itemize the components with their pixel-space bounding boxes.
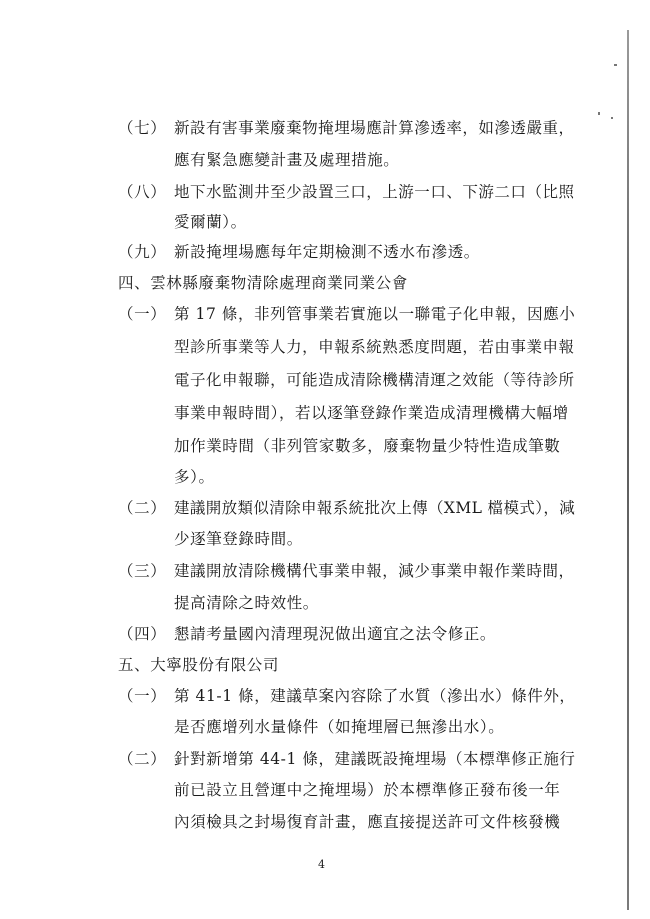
scan-speck (598, 112, 600, 115)
item-text-line: 多）。 (174, 468, 215, 486)
item-number: （八） (118, 183, 167, 201)
item-text-line: 是否應增列水量條件（如掩埋層已無滲出水）。 (174, 718, 505, 736)
item-text-line: 前已設立且營運中之掩埋場）於本標準修正發布後一年 (174, 781, 561, 799)
item-number: （一） (118, 305, 167, 323)
section-heading: 四、雲林縣廢棄物清除處理商業同業公會 (118, 274, 408, 292)
section-heading: 五、大寧股份有限公司 (118, 656, 280, 674)
item-text-line: 新設有害事業廢棄物掩埋場應計算滲透率，如滲透嚴重， (174, 119, 575, 137)
item-text-line: 型診所事業等人力，申報系統熟悉度問題，若由事業申報 (174, 338, 575, 356)
item-text-line: 事業申報時間），若以逐筆登錄作業造成清理機構大幅增 (174, 404, 569, 422)
item-text-line: 提高清除之時效性。 (174, 594, 319, 612)
item-text-line: 第 17 條，非列管事業若實施以一聯電子化申報，因應小 (174, 305, 576, 323)
item-text-line: 內須檢具之封場復育計畫，應直接提送許可文件核發機 (174, 813, 561, 831)
item-text-line: 少逐筆登錄時間。 (174, 530, 303, 548)
item-text-line: 建議開放清除機構代事業申報，減少事業申報作業時間， (174, 562, 575, 580)
item-text-line: 新設掩埋場應每年定期檢測不透水布滲透。 (174, 243, 480, 261)
item-text-line: 電子化申報聯，可能造成清除機構清運之效能（等待診所 (174, 371, 575, 389)
item-number: （九） (118, 243, 167, 261)
item-number: （二） (118, 499, 167, 517)
item-number: （一） (118, 687, 167, 705)
item-number: （二） (118, 750, 167, 768)
item-text-line: 地下水監測井至少設置三口，上游一口、下游二口（比照 (174, 183, 575, 201)
item-text-line: 愛爾蘭）。 (174, 213, 247, 231)
item-text-line: 建議開放類似清除申報系統批次上傳（XML 檔模式），減 (174, 499, 576, 517)
scan-speck (614, 64, 617, 66)
item-number: （四） (118, 625, 167, 643)
item-text-line: 第 41-1 條，建議草案內容除了水質（滲出水）條件外， (174, 687, 576, 705)
item-text-line: 針對新增第 44-1 條，建議既設掩埋場（本標準修正施行 (174, 750, 576, 768)
scan-edge-line (627, 30, 629, 910)
item-number: （七） (118, 119, 167, 137)
item-number: （三） (118, 562, 167, 580)
item-text-line: 應有緊急應變計畫及處理措施。 (174, 151, 400, 169)
scan-speck (611, 117, 613, 119)
item-text-line: 懇請考量國內清理現況做出適宜之法令修正。 (174, 625, 497, 643)
item-text-line: 加作業時間（非列管家數多，廢棄物量少特性造成筆數 (174, 437, 561, 455)
page-number: 4 (318, 858, 325, 871)
